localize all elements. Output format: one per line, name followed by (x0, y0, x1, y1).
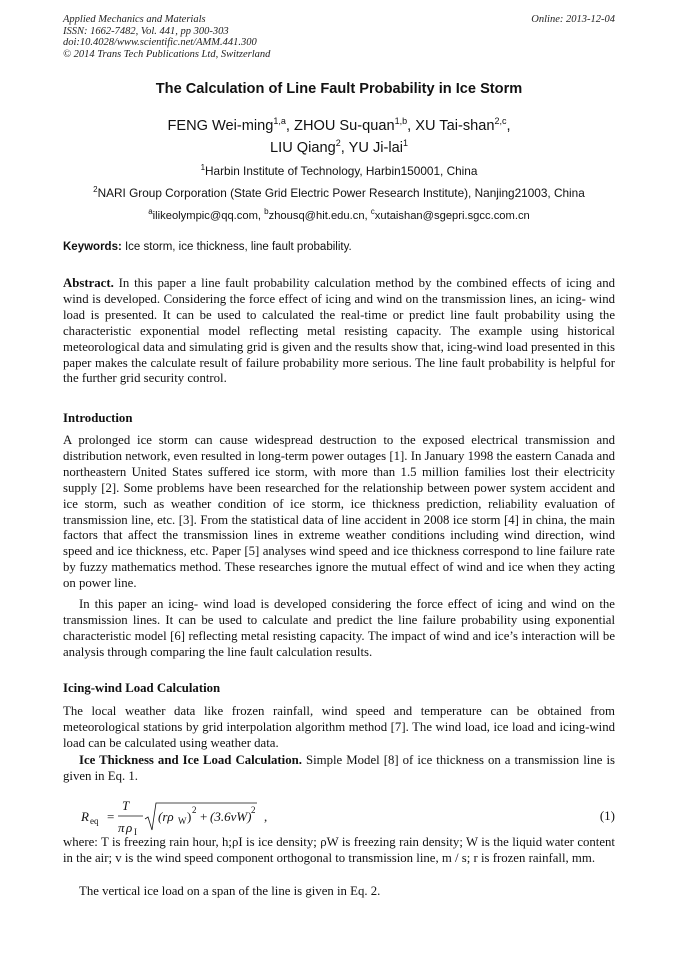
author-affil-mark: 1,a (273, 116, 286, 126)
email-mark: c (370, 207, 375, 216)
section-heading-introduction: Introduction (63, 411, 133, 425)
author-name: LIU Qiang (270, 140, 336, 156)
intro-paragraph-2: In this paper an icing- wind load is developed considering the force effect of icing and wind on the transmission lines. It can be used to calculate and predict the line failure probability using exponential characteristic model [6] reflecting metal resisting capacity. The impact of wind and ice’s interaction will be analysis through comparing the line fault calculation results. (63, 597, 615, 659)
eq-comma: , (264, 809, 268, 824)
subsection-label: Ice Thickness and Ice Load Calculation. (79, 753, 302, 767)
author-affil-mark: 1 (402, 138, 408, 148)
email-a: ilikeolympic@qq.com, (152, 210, 265, 222)
eq-term1-close: ) (187, 809, 192, 824)
section2-paragraph-2 (63, 753, 615, 785)
keywords-label: Keywords: (63, 241, 122, 253)
author-affil-mark: 2 (335, 138, 341, 148)
equation-1 (63, 797, 615, 837)
eq-numerator: T (122, 798, 130, 813)
paragraph-eq2-intro: The vertical ice load on a span of the line is given in Eq. 2. (79, 884, 381, 898)
eq-square-2: 2 (251, 805, 256, 815)
section2-paragraph-1: The local weather data like frozen rainfall, wind speed and temperature can be obtained from meteorological stations by grid interpolation algorithm method [7]. The wind load, ice load and icing-wind load can be calculated using weather data. (63, 704, 615, 750)
doi-line: doi:10.4028/www.scientific.net/AMM.441.300 (63, 37, 257, 48)
eq-lhs-sub: eq (90, 816, 99, 826)
affil-text: NARI Group Corporation (State Grid Electric Power Research Institute), Nanjing21003, China (97, 186, 585, 200)
subsection-text: Simple Model [8] of ice thickness on a transmission line is given in Eq. 1. (63, 753, 615, 783)
journal-name: Applied Mechanics and Materials (63, 14, 206, 25)
email-c: xutaishan@sgepri.sgcc.com.cn (374, 210, 530, 222)
copyright-line: © 2014 Trans Tech Publications Ltd, Switzerland (63, 48, 271, 60)
email-line (0, 207, 678, 222)
email-mark: b (264, 207, 269, 216)
abstract-text: In this paper a line fault probability calculation method by the combined effects of icing and wind is developed. Considering the force effect of icing and wind on the transmission lines, an icing- wind load is presented. It can be used to calculated the real-time or predict line fault probability using the characteristic exponential model reflecting metal resisting capacity. The example using historical meteorological data and simulating grid is given and the results show that, icing-wind load presented in this paper makes the calculate result of failure probability more serious. The line fault probability is helpful for the further grid security control. (63, 276, 615, 386)
abstract-label: Abstract. (63, 276, 114, 290)
author-affil-mark: 2,c (494, 116, 507, 126)
eq-den-rho: ρ (126, 820, 133, 835)
paper-title: The Calculation of Line Fault Probability in Ice Storm (155, 81, 523, 97)
affiliation-1 (0, 163, 678, 178)
eq-term2: (3.6vW) (210, 809, 252, 824)
eq-den-sub: I (134, 827, 137, 837)
eq-term1: (rρ (158, 809, 174, 824)
email-mark: a (148, 207, 153, 216)
affil-mark: 2 (93, 185, 98, 194)
author-line-1: FENG Wei-ming$^{1,a}$, ZHOU Su-quan$^{1,b}$, XU Tai-shan$^{2,c}$, (167, 116, 511, 134)
eq-den-pi: π (118, 820, 125, 835)
affil-text: Harbin Institute of Technology, Harbin150001, China (205, 164, 478, 178)
author-name: YU Ji-lai (348, 140, 403, 156)
keywords-text: Ice storm, ice thickness, line fault probability. (121, 241, 352, 253)
intro-paragraph-1: A prolonged ice storm can cause widespread destruction to the exposed electrical transmission and distribution network, even resulted in long-term power outages [1]. In January 1998 the eastern Canada and northeastern United States suffered ice storm, with more than 1.5 million families lost their electricity supply [2]. Some problems have been researched for the relationship between power system accident and ice storm, such as weather condition of ice storm, ice thickness prediction, reliability evaluation of transmission line, etc. [3]. From the statistical data of line accident in 2008 ice storm [4] in china, the main factors that affect the transmission lines in extreme weather conditions including wind direction, wind speed and ice thickness, etc. Paper [5] analyses wind speed and ice thickness correspond to line failure rate by fuzzy mathematics method. These researches ignore the mutual effect of wind and ice when they acting on power line. (63, 433, 615, 591)
equation-where-paragraph: where: T is freezing rain hour, h;ρI is ice density; ρW is freezing rain density; W is the liquid water content in the air; v is the wind speed component orthogonal to transmission line, m / s; r is frozen rainfall, mm. (63, 835, 615, 865)
section-heading-icing-wind: Icing-wind Load Calculation (63, 681, 221, 695)
equation-graphic (81, 797, 341, 837)
keywords (63, 241, 615, 253)
author-line-2: LIU Qiang$^2$, YU Ji-lai$^1$ (270, 138, 408, 156)
issn-line: ISSN: 1662-7482, Vol. 441, pp 300-303 (63, 25, 229, 37)
journal-header (63, 14, 270, 60)
equation-number: (1) (599, 808, 615, 823)
eq-term1-sub: W (178, 816, 187, 826)
author-name: XU Tai-shan (415, 118, 495, 134)
affil-mark: 1 (200, 163, 206, 172)
eq-plus: + (200, 809, 208, 824)
eq-equals: = (107, 809, 115, 824)
online-date: Online: 2013-12-04 (531, 14, 615, 25)
abstract (63, 276, 615, 387)
eq-square-1: 2 (192, 805, 197, 815)
author-affil-mark: 1,b (394, 116, 408, 126)
affiliation-2 (0, 185, 678, 200)
email-b: zhousq@hit.edu.cn, (268, 210, 371, 222)
eq-lhs: R (81, 809, 89, 824)
author-name: ZHOU Su-quan (294, 118, 395, 134)
author-name: FENG Wei-ming (167, 118, 274, 134)
